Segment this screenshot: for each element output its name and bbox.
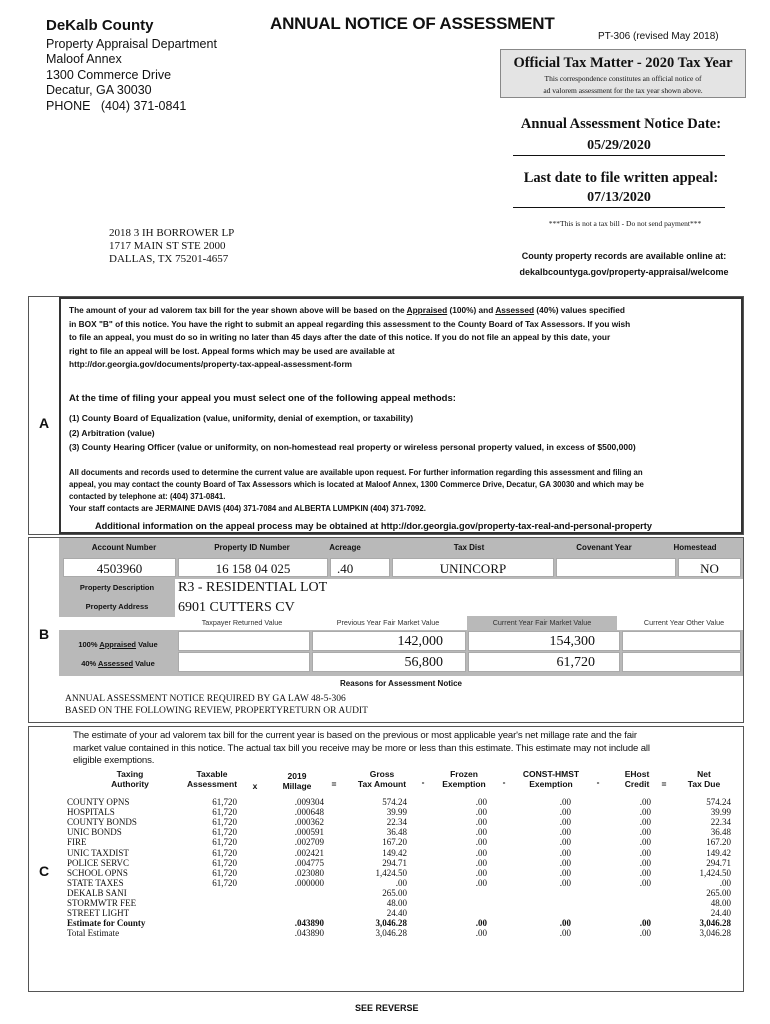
cell-millage: .000000	[294, 877, 324, 888]
header-line: Taxing	[116, 769, 144, 779]
cell-frozen-exemption: .00	[475, 918, 487, 929]
table-row	[29, 908, 745, 918]
cell-frozen-exemption: .00	[475, 928, 487, 939]
cell-taxing-authority: Estimate for County	[67, 918, 146, 929]
section-b-label: B	[38, 626, 50, 642]
previous-appraised: 142,000	[312, 631, 466, 651]
cell-gross-tax: 294.71	[382, 857, 407, 868]
operator-minus: -	[596, 777, 600, 787]
cell-gross-tax: .00	[395, 877, 407, 888]
taxpayer-assessed	[178, 652, 310, 672]
text-run: 40%	[81, 659, 99, 668]
section-c-label: C	[38, 863, 50, 879]
cell-millage: .000648	[294, 807, 324, 818]
col-homestead: Homestead	[673, 543, 717, 552]
cell-taxable-assessment: 61,720	[212, 817, 237, 828]
cell-frozen-exemption: .00	[475, 827, 487, 838]
col-millage	[269, 771, 325, 791]
operator-multiply: x	[252, 781, 258, 791]
property-address-label: Property Address	[85, 602, 149, 611]
appeal-method: (1) County Board of Equalization (value, uniformity, denial of exemption, or taxability)	[69, 413, 414, 423]
header-line: Tax Amount	[357, 779, 407, 789]
cell-gross-tax: 3,046.28	[375, 918, 407, 929]
header-line: Assessment	[186, 779, 238, 789]
cell-ehost-credit: .00	[639, 817, 651, 828]
cell-frozen-exemption: .00	[475, 847, 487, 858]
cell-gross-tax: 3,046.28	[375, 928, 407, 939]
cell-const-hmst-exemption: .00	[559, 837, 571, 848]
cell-const-hmst-exemption: .00	[559, 807, 571, 818]
property-address: 6901 CUTTERS CV	[178, 600, 295, 615]
header-line: Exemption	[442, 779, 486, 789]
header-line: Frozen	[450, 769, 478, 779]
estimate-intro-line: eligible exemptions.	[73, 755, 155, 766]
reason-line: ANNUAL ASSESSMENT NOTICE REQUIRED BY GA LAW 48-5-306	[65, 694, 346, 704]
header-line: Millage	[282, 781, 312, 791]
cell-taxing-authority: UNIC TAXDIST	[67, 847, 129, 858]
cell-taxable-assessment: 61,720	[212, 797, 237, 807]
cell-taxing-authority: HOSPITALS	[67, 807, 115, 818]
cell-gross-tax: 574.24	[382, 797, 407, 807]
col-const-hmst	[509, 769, 593, 789]
documents-line: appeal, you may contact the county Board of Tax Assessors which is located at Maloof Annex, 1300 Commerce Drive, Decatur, GA 30030 and which may be	[69, 480, 644, 489]
reasons-text	[65, 693, 368, 717]
text-run: Assessed	[495, 305, 535, 315]
estimate-intro-line: The estimate of your ad valorem tax bill for the current year is based on the previous or most applicable year's net millage rate and the fair	[73, 730, 637, 741]
col-net-tax-due	[671, 769, 737, 789]
col-tax-dist: Tax Dist	[453, 543, 485, 552]
homestead: NO	[678, 558, 741, 577]
cell-net-tax-due: 294.71	[706, 857, 731, 868]
cell-taxing-authority: COUNTY BONDS	[67, 817, 137, 828]
document-title: ANNUAL NOTICE OF ASSESSMENT	[270, 14, 555, 33]
cell-gross-tax: 36.48	[386, 827, 407, 838]
taxpayer-appraised	[178, 631, 310, 651]
cell-millage: .002709	[294, 837, 324, 848]
mailing-line: DALLAS, TX 75201-4657	[109, 253, 229, 265]
cell-taxable-assessment: 61,720	[212, 847, 237, 858]
operator-minus: -	[502, 777, 506, 787]
cell-millage: .009304	[294, 797, 324, 807]
appraised-value-label	[61, 640, 175, 649]
official-title: Official Tax Matter - 2020 Tax Year	[513, 55, 733, 71]
cell-millage: .000362	[294, 817, 324, 828]
issuer-line: Decatur, GA 30030	[46, 83, 152, 97]
issuer-block	[46, 18, 217, 114]
col-current-fmv: Current Year Fair Market Value	[467, 616, 617, 630]
cell-frozen-exemption: .00	[475, 797, 487, 807]
table-row	[29, 898, 745, 908]
cell-gross-tax: 48.00	[386, 898, 407, 908]
cell-taxing-authority: STREET LIGHT	[67, 908, 130, 919]
appeal-rights-text	[69, 304, 741, 372]
cell-ehost-credit: .00	[639, 918, 651, 929]
text-run: Value	[133, 659, 155, 668]
estimate-intro-line: market value contained in this notice. The actual tax bill you receive may be more or less than this estimate. This estimate may not include all	[73, 742, 650, 754]
col-current-other: Current Year Other Value	[643, 618, 725, 627]
official-tax-matter-box	[500, 49, 746, 98]
text-run: 100%	[78, 640, 100, 649]
col-account-number: Account Number	[91, 543, 157, 552]
form-number: PT-306 (revised May 2018)	[598, 31, 719, 42]
header-line: 2019	[287, 771, 307, 781]
records-line: County property records are available online at:	[521, 251, 727, 261]
cell-ehost-credit: .00	[639, 867, 651, 878]
cell-const-hmst-exemption: .00	[559, 867, 571, 878]
current-assessed: 61,720	[468, 652, 620, 672]
appeal-methods-list	[69, 411, 741, 455]
cell-net-tax-due: 265.00	[706, 887, 731, 898]
text-run: (40%) values specified	[534, 305, 625, 315]
official-line: ad valorem assessment for the tax year shown above.	[543, 86, 703, 95]
text-run: Value	[136, 640, 158, 649]
header-line: EHost	[624, 769, 650, 779]
header-line: Exemption	[529, 779, 573, 789]
col-property-id: Property ID Number	[214, 543, 290, 552]
appeal-rights-line	[69, 304, 741, 318]
property-description-label: Property Description	[79, 583, 155, 592]
cell-net-tax-due: 36.48	[710, 827, 731, 838]
reason-line: BASED ON THE FOLLOWING REVIEW, PROPERTYRETURN OR AUDIT	[65, 706, 368, 716]
records-link[interactable]: dekalbcountyga.gov/property-appraisal/welcome	[519, 267, 729, 277]
appeal-date-label: Last date to file written appeal:	[523, 170, 719, 186]
documents-text	[69, 467, 741, 515]
county-name: DeKalb County	[46, 17, 154, 34]
cell-net-tax-due: 48.00	[710, 898, 731, 908]
acreage: .40	[330, 558, 390, 577]
issuer-line: PHONE (404) 371-0841	[46, 98, 187, 113]
header-line: Authority	[111, 779, 149, 789]
cell-millage: .000591	[294, 827, 324, 838]
table-row	[29, 797, 745, 807]
cell-ehost-credit: .00	[639, 827, 651, 838]
cell-taxing-authority: STATE TAXES	[67, 877, 124, 888]
appeal-rights-line: in BOX "B" of this notice. You have the right to submit an appeal regarding this assessment to the County Board of Tax Assessors. If you wish	[69, 318, 631, 329]
header-line: Credit	[624, 779, 650, 789]
header-line: Net	[697, 769, 711, 779]
cell-gross-tax: 149.42	[382, 847, 407, 858]
col-covenant-year: Covenant Year	[576, 543, 632, 552]
cell-gross-tax: 265.00	[382, 887, 407, 898]
cell-net-tax-due: 3,046.28	[699, 928, 731, 939]
appeal-method: (2) Arbitration (value)	[69, 427, 155, 438]
section-b	[28, 537, 744, 723]
appeal-rights-line: right to file an appeal will be lost. Appeal forms which may be used are available at	[69, 345, 395, 356]
cell-taxable-assessment: 61,720	[212, 837, 237, 848]
methods-heading: At the time of filing your appeal you must select one of the following appeal methods:	[69, 393, 456, 404]
cell-const-hmst-exemption: .00	[559, 877, 571, 888]
staff-contacts: Your staff contacts are JERMAINE DAVIS (404) 371-7084 and ALBERTA LUMPKIN (404) 371-7092.	[69, 504, 426, 513]
table-row	[29, 837, 745, 847]
cell-net-tax-due: .00	[719, 877, 731, 888]
table-row	[29, 868, 745, 878]
cell-net-tax-due: 24.40	[710, 908, 731, 919]
tax-dist: UNINCORP	[392, 558, 554, 577]
notice-date: 05/29/2020	[513, 138, 725, 156]
text-run: Appraised	[406, 305, 448, 315]
property-description: R3 - RESIDENTIAL LOT	[178, 580, 328, 595]
cell-frozen-exemption: .00	[475, 857, 487, 868]
covenant-year	[556, 558, 676, 577]
cell-taxing-authority: STORMWTR FEE	[67, 898, 137, 908]
operator-minus: -	[421, 777, 425, 787]
table-row	[29, 928, 745, 938]
text-run: Appraised	[99, 640, 136, 649]
cell-frozen-exemption: .00	[475, 867, 487, 878]
cell-millage: .043890	[294, 928, 324, 939]
mailing-line: 1717 MAIN ST STE 2000	[109, 240, 226, 252]
cell-const-hmst-exemption: .00	[559, 797, 571, 807]
cell-net-tax-due: 22.34	[710, 817, 731, 828]
cell-taxing-authority: POLICE SERVC	[67, 857, 130, 868]
col-gross-tax	[347, 769, 417, 789]
cell-const-hmst-exemption: .00	[559, 847, 571, 858]
header-line: CONST-HMST	[522, 769, 580, 779]
cell-gross-tax: 22.34	[386, 817, 407, 828]
cell-taxing-authority: DEKALB SANI	[67, 887, 127, 898]
mailing-address	[109, 227, 234, 266]
col-acreage: Acreage	[329, 543, 361, 552]
cell-taxable-assessment: 61,720	[212, 857, 237, 868]
operator-equals: =	[661, 779, 667, 789]
cell-net-tax-due: 149.42	[706, 847, 731, 858]
cell-frozen-exemption: .00	[475, 807, 487, 818]
documents-line: contacted by telephone at: (404) 371-0841.	[69, 492, 226, 501]
cell-taxable-assessment: 61,720	[212, 877, 237, 888]
cell-taxable-assessment: 61,720	[212, 867, 237, 878]
section-a-label: A	[38, 415, 50, 431]
see-reverse: SEE REVERSE	[355, 1003, 419, 1013]
account-number: 4503960	[63, 558, 176, 577]
cell-taxing-authority: SCHOOL OPNS	[67, 867, 128, 878]
cell-net-tax-due: 1,424.50	[699, 867, 731, 878]
current-appraised: 154,300	[468, 631, 620, 651]
cell-millage: .002421	[294, 847, 324, 858]
col-taxing-authority	[85, 769, 175, 789]
table-row	[29, 817, 745, 827]
cell-net-tax-due: 3,046.28	[699, 918, 731, 929]
cell-ehost-credit: .00	[639, 807, 651, 818]
cell-ehost-credit: .00	[639, 837, 651, 848]
cell-const-hmst-exemption: .00	[559, 817, 571, 828]
previous-assessed: 56,800	[312, 652, 466, 672]
notice-date-label: Annual Assessment Notice Date:	[520, 116, 722, 132]
cell-frozen-exemption: .00	[475, 837, 487, 848]
records-online-note	[495, 248, 753, 280]
appeal-rights-line: to file an appeal, you must do so in writing no later than 45 days after the date of this notice. If you do not file an appeal by this date, your	[69, 332, 611, 342]
cell-millage: .004775	[294, 857, 324, 868]
section-c	[28, 726, 744, 992]
cell-taxing-authority: UNIC BONDS	[67, 827, 122, 838]
col-taxpayer-returned: Taxpayer Returned Value	[201, 618, 283, 627]
issuer-line: 1300 Commerce Drive	[46, 67, 172, 82]
cell-const-hmst-exemption: .00	[559, 928, 571, 939]
section-a	[28, 296, 744, 535]
assessed-value-label	[61, 659, 175, 668]
cell-gross-tax: 167.20	[382, 837, 407, 848]
text-run: The amount of your ad valorem tax bill for the year shown above will be based on the	[69, 305, 407, 315]
cell-gross-tax: 39.99	[386, 807, 407, 818]
col-previous-fmv: Previous Year Fair Market Value	[336, 618, 440, 627]
operator-equals: =	[331, 779, 337, 789]
cell-const-hmst-exemption: .00	[559, 857, 571, 868]
estimate-intro	[73, 730, 743, 768]
issuer-line: Maloof Annex	[46, 52, 122, 66]
cell-net-tax-due: 574.24	[706, 797, 731, 807]
section-a-content	[59, 297, 743, 534]
property-id: 16 158 04 025	[178, 558, 328, 577]
cell-millage: .023080	[294, 867, 324, 878]
text-run: Assessed	[98, 659, 134, 668]
cell-ehost-credit: .00	[639, 847, 651, 858]
cell-ehost-credit: .00	[639, 877, 651, 888]
cell-ehost-credit: .00	[639, 857, 651, 868]
appeal-method: (3) County Hearing Officer (value or uniformity, on non-homestead real property or wireless personal property valued, in excess of $500,000)	[69, 442, 636, 452]
mailing-line: 2018 3 IH BORROWER LP	[109, 227, 235, 239]
table-row	[29, 888, 745, 898]
cell-ehost-credit: .00	[639, 797, 651, 807]
header-line: Gross	[369, 769, 395, 779]
appeal-date: 07/13/2020	[513, 190, 725, 208]
appeal-form-link[interactable]: http://dor.georgia.gov/documents/property-tax-appeal-assessment-form	[69, 359, 353, 369]
cell-net-tax-due: 167.20	[706, 837, 731, 848]
table-row	[29, 878, 745, 888]
cell-taxable-assessment: 61,720	[212, 827, 237, 838]
cell-frozen-exemption: .00	[475, 817, 487, 828]
additional-info-text: Additional information on the appeal process may be obtained at http://dor.georgia.gov/property-tax-real-and-personal-property	[95, 521, 652, 531]
cell-gross-tax: 24.40	[386, 908, 407, 919]
cell-gross-tax: 1,424.50	[375, 867, 407, 878]
official-line: This correspondence constitutes an official notice of	[544, 74, 702, 83]
header-line: Tax Due	[687, 779, 721, 789]
other-assessed	[622, 652, 741, 672]
cell-taxable-assessment: 61,720	[212, 807, 237, 818]
cell-ehost-credit: .00	[639, 928, 651, 939]
documents-line: All documents and records used to determine the current value are available upon request. For further information regarding this assessment and filing an	[69, 468, 643, 477]
header-line: Taxable	[196, 769, 228, 779]
table-row	[29, 807, 745, 817]
col-frozen-exemption	[429, 769, 499, 789]
cell-millage: .043890	[294, 918, 324, 929]
cell-taxing-authority: Total Estimate	[67, 928, 120, 939]
table-row	[29, 858, 745, 868]
table-row	[29, 918, 745, 928]
value-headers	[177, 616, 743, 630]
cell-frozen-exemption: .00	[475, 877, 487, 888]
cell-const-hmst-exemption: .00	[559, 918, 571, 929]
issuer-line: Property Appraisal Department	[46, 36, 217, 51]
cell-const-hmst-exemption: .00	[559, 827, 571, 838]
table-row	[29, 848, 745, 858]
other-appraised	[622, 631, 741, 651]
table-row	[29, 827, 745, 837]
reasons-label: Reasons for Assessment Notice	[340, 679, 462, 688]
cell-taxing-authority: COUNTY OPNS	[67, 797, 130, 807]
cell-taxing-authority: FIRE	[67, 837, 87, 848]
not-tax-bill-note: ***This is not a tax bill - Do not send payment***	[548, 219, 702, 228]
text-run: (100%) and	[447, 305, 496, 315]
col-taxable-assessment	[179, 769, 245, 789]
cell-net-tax-due: 39.99	[710, 807, 731, 818]
